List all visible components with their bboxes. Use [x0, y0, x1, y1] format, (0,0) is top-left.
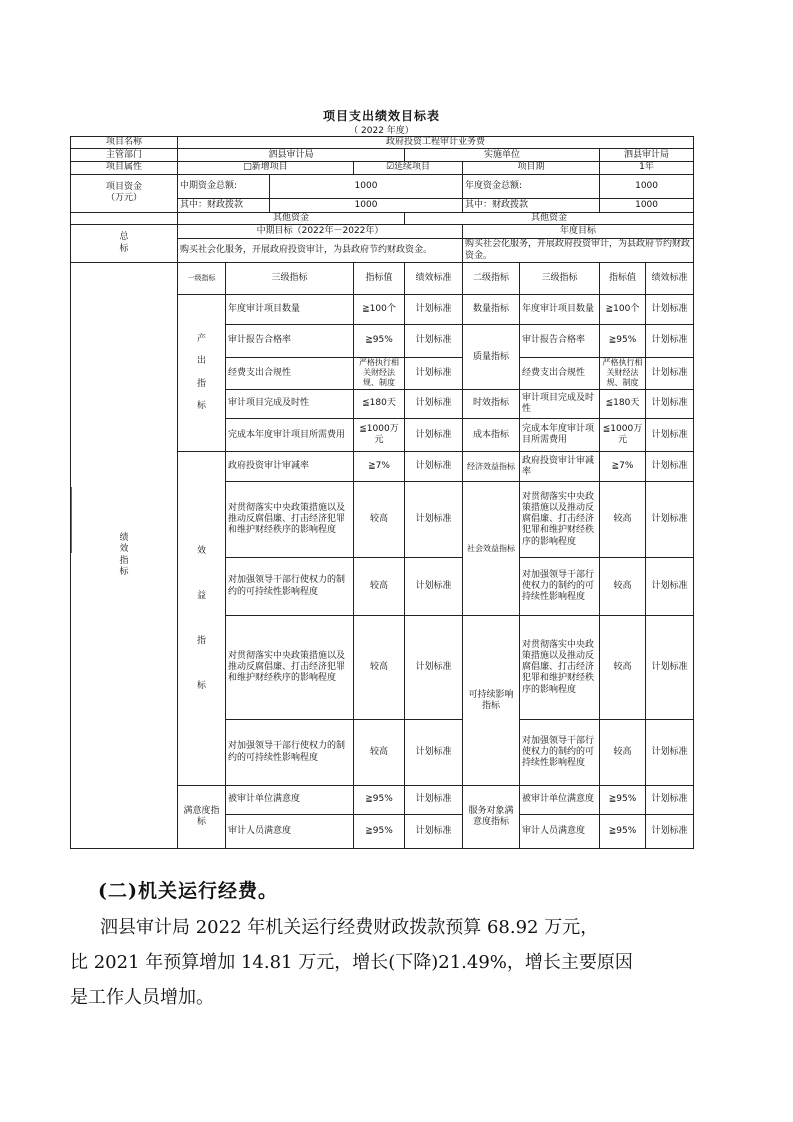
mid-total-label: 中期资金总额:	[178, 174, 270, 198]
paragraph-line-2: 比 2021 年预算增加 14.81 万元，增长(下降)21.49%，增长主要原因	[70, 952, 633, 973]
r2-value-right: ≧95%	[600, 325, 646, 357]
r5-value-right: ≦1000万元	[600, 419, 646, 452]
sub-econ: 经济效益指标	[463, 452, 520, 482]
r5-standard-left: 计划标准	[405, 419, 463, 452]
r6-indicator-left: 政府投资审计审减率	[226, 452, 354, 482]
header-value-right: 指标值	[600, 263, 646, 295]
paragraph-line-3: 是工作人员增加。	[70, 987, 214, 1008]
sub-cost: 成本指标	[463, 419, 520, 452]
year-goal-label: 年度目标	[463, 225, 694, 239]
project-name-value: 政府投资工程审计业务费	[178, 137, 694, 149]
year-total-label: 年度资金总额:	[463, 174, 600, 198]
r4-standard-left: 计划标准	[405, 389, 463, 418]
header-level3-left: 三级指标	[226, 263, 354, 295]
r7-value-left: 较高	[354, 482, 405, 558]
header-level3-right: 三级指标	[520, 263, 600, 295]
r6-indicator-right: 政府投资审计审减率	[520, 452, 600, 482]
table-year: （ 2022 年度）	[349, 126, 414, 136]
r3-standard-left: 计划标准	[405, 357, 463, 389]
r2-standard-left: 计划标准	[405, 325, 463, 357]
r11-indicator-right: 被审计单位满意度	[520, 786, 600, 814]
r1-value-left: ≧100个	[354, 295, 405, 325]
dept-label: 主管部门	[71, 149, 178, 162]
header-level2: 二级指标	[463, 263, 520, 295]
perf-indicators-label: 绩 效 指 标	[71, 263, 178, 849]
r11-value-left: ≧95%	[354, 786, 405, 814]
dept-value: 泗县审计局	[178, 149, 405, 162]
r7-value-right: 较高	[600, 482, 646, 558]
r4-value-left: ≦180天	[354, 389, 405, 418]
r1-indicator-right: 年度审计项目数量	[520, 295, 600, 325]
r9-value-right: 较高	[600, 616, 646, 720]
r3-standard-right: 计划标准	[646, 357, 694, 389]
performance-target-table	[70, 136, 694, 849]
r2-standard-right: 计划标准	[646, 325, 694, 357]
mid-other-funds: 其他资金	[178, 212, 405, 224]
r11-standard-right: 计划标准	[646, 786, 694, 814]
attr-label: 项目属性	[71, 162, 178, 174]
impl-label: 实施单位	[405, 149, 600, 162]
mid-goal-text: 购买社会化服务，开展政府投资审计，为县政府节约财政资金。	[178, 239, 463, 263]
year-total-value: 1000	[600, 174, 694, 198]
r2-value-left: ≧95%	[354, 325, 405, 357]
sub-time: 时效指标	[463, 389, 520, 418]
r1-standard-left: 计划标准	[405, 295, 463, 325]
r7-standard-right: 计划标准	[646, 482, 694, 558]
sub-social: 社会效益指标	[463, 482, 520, 616]
header-standard-right: 绩效标准	[646, 263, 694, 295]
r7-indicator-right: 对贯彻落实中央政策措施以及推动反腐倡廉、打击经济犯罪和维护财经秩序的影响程度	[520, 482, 600, 558]
r10-indicator-right: 对加强领导干部行使权力的制约的可持续性影响程度	[520, 720, 600, 786]
r11-standard-left: 计划标准	[405, 786, 463, 814]
r3-indicator-right: 经费支出合规性	[520, 357, 600, 389]
sub-quality: 质量指标	[463, 325, 520, 389]
r9-value-left: 较高	[354, 616, 405, 720]
r1-standard-right: 计划标准	[646, 295, 694, 325]
period-label: 项目期	[463, 162, 600, 174]
r5-standard-right: 计划标准	[646, 419, 694, 452]
category-output: 产 出 指 标	[178, 295, 226, 452]
mid-total-value: 1000	[270, 174, 463, 198]
header-standard-left: 绩效标准	[405, 263, 463, 295]
project-name-label: 项目名称	[71, 137, 178, 149]
r10-indicator-left: 对加强领导干部行使权力的制约的可持续性影响程度	[226, 720, 354, 786]
funds-label: 项目资金 （万元）	[71, 174, 178, 212]
r4-value-right: ≦180天	[600, 389, 646, 418]
r7-indicator-left: 对贯彻落实中央政策措施以及推动反腐倡廉、打击经济犯罪和维护财经秩序的影响程度	[226, 482, 354, 558]
r12-indicator-left: 审计人员满意度	[226, 814, 354, 848]
category-satisfaction: 满意度指标	[178, 786, 226, 849]
attr-continuing: ☑延续项目	[354, 162, 463, 174]
r5-indicator-left: 完成本年度审计项目所需费用	[226, 419, 354, 452]
r6-standard-right: 计划标准	[646, 452, 694, 482]
r1-value-right: ≧100个	[600, 295, 646, 325]
goal-label: 总 标	[71, 225, 178, 263]
r4-standard-right: 计划标准	[646, 389, 694, 418]
mid-fin-value: 1000	[270, 198, 463, 212]
r11-value-right: ≧95%	[600, 786, 646, 814]
r8-standard-right: 计划标准	[646, 557, 694, 615]
r2-indicator-right: 审计报告合格率	[520, 325, 600, 357]
r1-indicator-left: 年度审计项目数量	[226, 295, 354, 325]
year-other-funds: 其他资金	[405, 212, 694, 224]
r8-indicator-right: 对加强领导干部行使权力的制约的可持续性影响程度	[520, 557, 600, 615]
r6-value-left: ≧7%	[354, 452, 405, 482]
r12-standard-right: 计划标准	[646, 814, 694, 848]
r5-value-left: ≦1000万元	[354, 419, 405, 452]
period-value: 1年	[600, 162, 694, 174]
r9-indicator-left: 对贯彻落实中央政策措施以及推动反腐倡廉、打击经济犯罪和维护财经秩序的影响程度	[226, 616, 354, 720]
table-title: 项目支出绩效目标表	[322, 109, 440, 123]
r12-value-right: ≧95%	[600, 814, 646, 848]
header-level1: 一级指标	[178, 263, 226, 295]
sub-quantity: 数量指标	[463, 295, 520, 325]
r8-value-right: 较高	[600, 557, 646, 615]
r3-value-left: 严格执行相关财经法规、制度	[354, 357, 405, 389]
r12-standard-left: 计划标准	[405, 814, 463, 848]
r10-standard-left: 计划标准	[405, 720, 463, 786]
section-heading: (二)机关运行经费。	[98, 880, 278, 902]
r6-value-right: ≧7%	[600, 452, 646, 482]
r10-value-left: 较高	[354, 720, 405, 786]
section-paragraph	[70, 910, 710, 1015]
r9-standard-left: 计划标准	[405, 616, 463, 720]
r4-indicator-left: 审计项目完成及时性	[226, 389, 354, 418]
year-fin-value: 1000	[600, 198, 694, 212]
r9-standard-right: 计划标准	[646, 616, 694, 720]
category-benefit: 效 益 指 标	[178, 452, 226, 786]
header-value-left: 指标值	[354, 263, 405, 295]
r3-value-right: 严格执行相关财经法规、制度	[600, 357, 646, 389]
year-fin-label: 其中：财政拨款	[463, 198, 600, 212]
r12-indicator-right: 审计人员满意度	[520, 814, 600, 848]
sub-service: 服务对象满意度指标	[463, 786, 520, 849]
r6-standard-left: 计划标准	[405, 452, 463, 482]
year-goal-text: 购买社会化服务，开展政府投资审计，为县政府节约财政资金。	[463, 239, 694, 263]
r10-standard-right: 计划标准	[646, 720, 694, 786]
r4-indicator-right: 审计项目完成及时性	[520, 389, 600, 418]
r5-indicator-right: 完成本年度审计项目所需费用	[520, 419, 600, 452]
r8-indicator-left: 对加强领导干部行使权力的制约的可持续性影响程度	[226, 557, 354, 615]
r8-value-left: 较高	[354, 557, 405, 615]
r11-indicator-left: 被审计单位满意度	[226, 786, 354, 814]
r9-indicator-right: 对贯彻落实中央政策措施以及推动反腐倡廉、打击经济犯罪和维护财经秩序的影响程度	[520, 616, 600, 720]
r10-value-right: 较高	[600, 720, 646, 786]
r8-standard-left: 计划标准	[405, 557, 463, 615]
mid-goal-label: 中期目标（2022年－2022年）	[178, 225, 463, 239]
performance-target-table-image	[70, 103, 693, 849]
mid-fin-label: 其中：财政拨款	[178, 198, 270, 212]
sub-sustain: 可持续影响指标	[463, 616, 520, 786]
r2-indicator-left: 审计报告合格率	[226, 325, 354, 357]
impl-value: 泗县审计局	[600, 149, 694, 162]
r3-indicator-left: 经费支出合规性	[226, 357, 354, 389]
attr-new: □新增项目	[178, 162, 354, 174]
paragraph-line-1: 泗县审计局 2022 年机关运行经费财政拨款预算 68.92 万元，	[100, 917, 599, 938]
r12-value-left: ≧95%	[354, 814, 405, 848]
r7-standard-left: 计划标准	[405, 482, 463, 558]
